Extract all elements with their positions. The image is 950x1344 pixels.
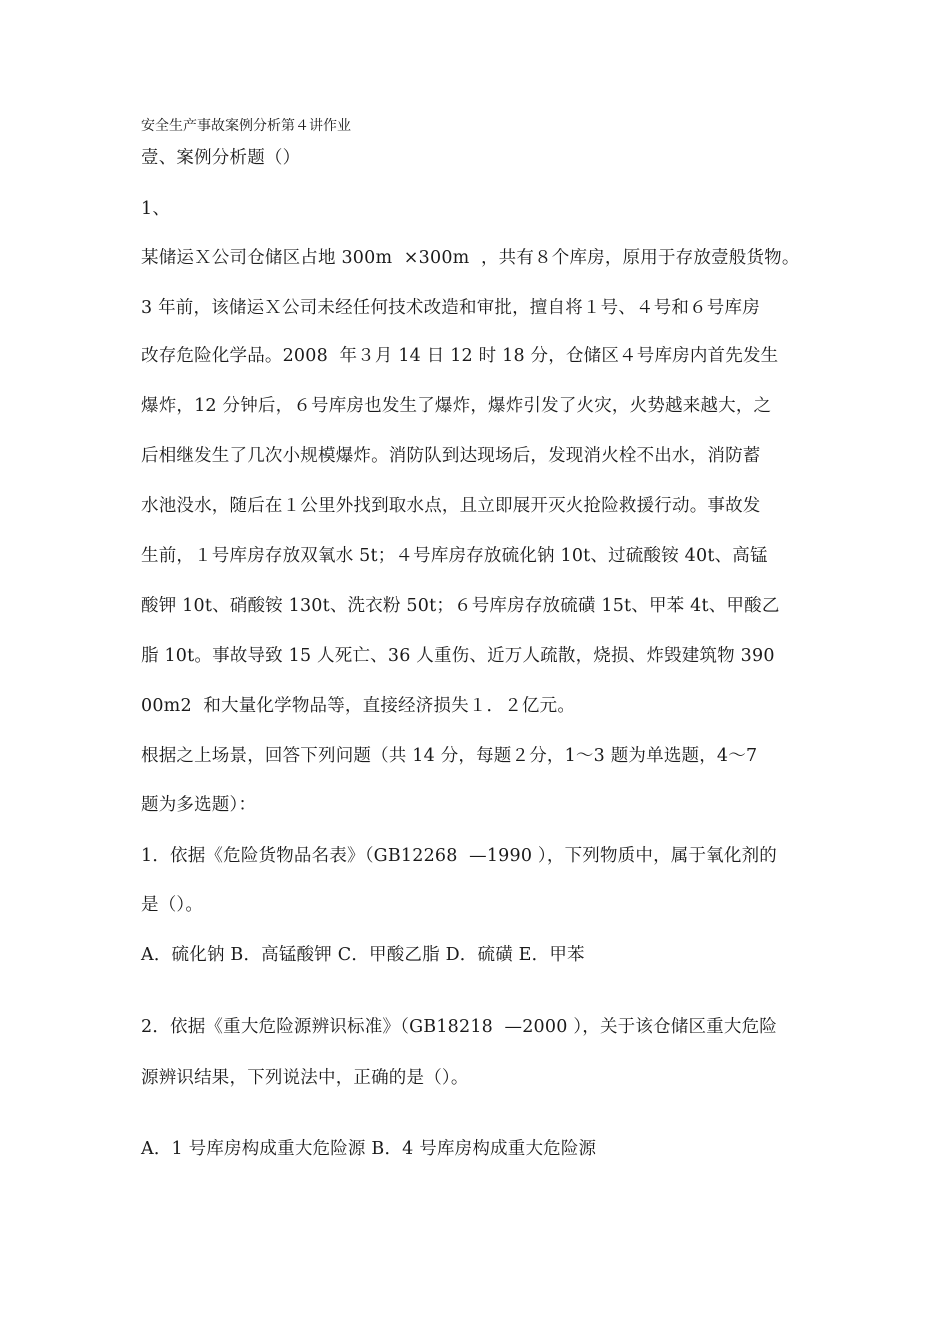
case-paragraph-line: 酸钾 10t、硝酸铵 130t、洗衣粉 50t；６号库房存放硫磺 15t、甲苯 4t、甲酸乙 bbox=[141, 596, 780, 616]
case-paragraph-line: 水池没水，随后在１公里外找到取水点，且立即展开灭火抢险救援行动。事故发 bbox=[141, 496, 761, 516]
question-2-options: A．1 号库房构成重大危险源 B．4 号库房构成重大危险源 bbox=[141, 1139, 597, 1159]
case-paragraph-line: 脂 10t。事故导致 15 人死亡、36 人重伤、近万人疏散，烧损、炸毁建筑物 390 bbox=[141, 646, 775, 666]
section-heading: 壹、案例分析题（） bbox=[141, 148, 301, 168]
case-paragraph-line: 00m2 和大量化学物品等，直接经济损失１．２亿元。 bbox=[141, 696, 576, 716]
question-1-stem: 1．依据《危险货物品名表》（GB12268 —1990 ），下列物质中，属于氧化剂的 bbox=[141, 846, 777, 866]
question-2-stem: 2．依据《重大危险源辨识标准》（GB18218 —2000 ），关于该仓储区重大危险 bbox=[141, 1017, 777, 1037]
question-2-stem: 源辨识结果，下列说法中，正确的是（）。 bbox=[141, 1068, 469, 1088]
question-1-stem: 是（）。 bbox=[141, 895, 204, 915]
case-paragraph-line: 3 年前，该储运Ｘ公司未经任何技术改造和审批，擅自将１号、４号和６号库房 bbox=[141, 298, 760, 318]
case-paragraph-line: 后相继发生了几次小规模爆炸。消防队到达现场后，发现消火栓不出水，消防蓄 bbox=[141, 446, 761, 466]
case-paragraph-line: 生前，１号库房存放双氧水 5t；４号库房存放硫化钠 10t、过硫酸铵 40t、高锰 bbox=[141, 546, 768, 566]
case-paragraph-line: 改存危险化学品。2008 年３月 14 日 12 时 18 分，仓储区４号库房内首先发生 bbox=[141, 346, 779, 366]
case-paragraph-line: 某储运Ｘ公司仓储区占地 300m ×300m ，共有８个库房，原用于存放壹般货物。 bbox=[141, 248, 800, 268]
question-1-options: A．硫化钠 B．高锰酸钾 C．甲酸乙脂 D．硫磺 E．甲苯 bbox=[141, 945, 585, 965]
instruction-line: 题为多选题）： bbox=[141, 795, 257, 815]
instruction-line: 根据之上场景，回答下列问题（共 14 分，每题２分，1～3 题为单选题，4～7 bbox=[141, 746, 758, 766]
document-title: 安全生产事故案例分析第４讲作业 bbox=[141, 118, 351, 134]
case-number: 1、 bbox=[141, 199, 171, 219]
case-paragraph-line: 爆炸，12 分钟后，６号库房也发生了爆炸，爆炸引发了火灾，火势越来越大，之 bbox=[141, 396, 772, 416]
